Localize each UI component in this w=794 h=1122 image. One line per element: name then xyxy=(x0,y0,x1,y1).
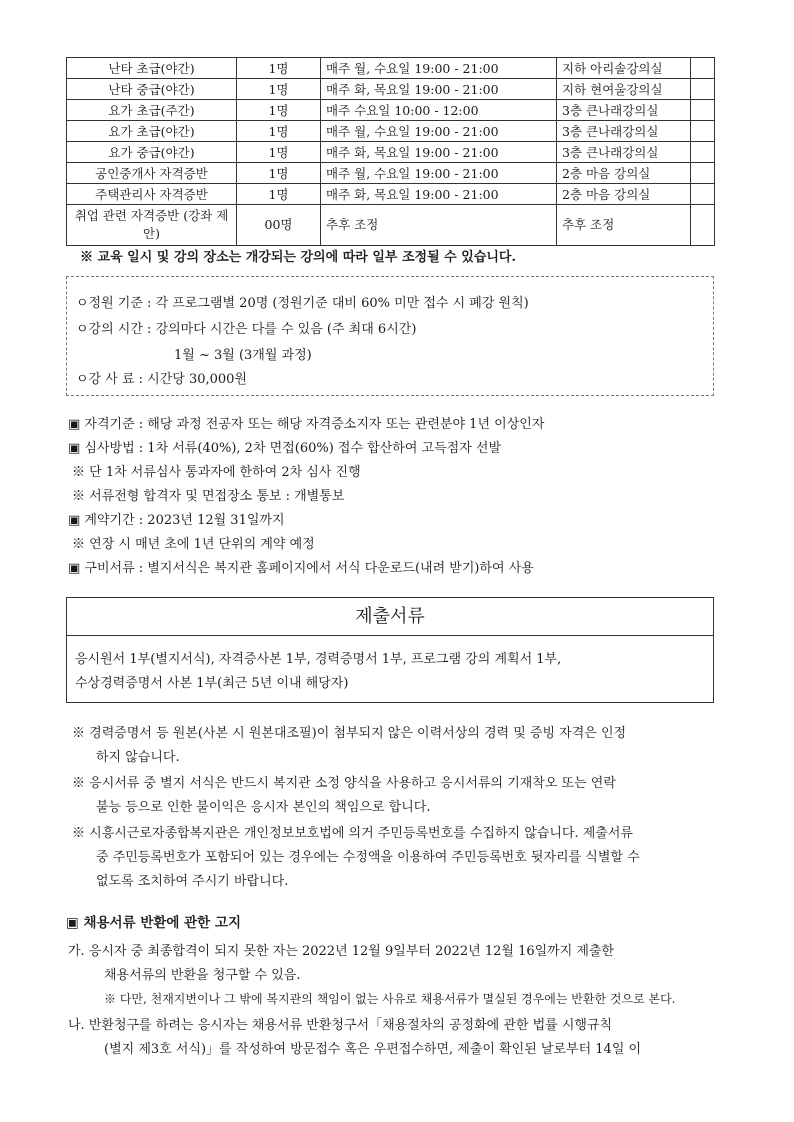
schedule-time-cell: 매주 화, 목요일 19:00 - 21:00 xyxy=(321,79,557,100)
return-heading: ▣ 채용서류 반환에 관한 고지 xyxy=(66,915,242,931)
return-line: 가. 응시자 중 최종합격이 되지 못한 자는 2022년 12월 9일부터 2022년 12월 16일까지 제출한 xyxy=(68,944,615,959)
blank-cell xyxy=(691,163,715,184)
instructor-count-cell: 1명 xyxy=(237,100,321,121)
hours-info: ㅇ강의 시간 : 강의마다 시간은 다를 수 있음 (주 최대 6시간) xyxy=(76,322,417,337)
instructor-count-cell: 1명 xyxy=(237,79,321,100)
schedule-time-cell: 매주 월, 수요일 19:00 - 21:00 xyxy=(321,163,557,184)
course-name-cell: 요가 중급(야간) xyxy=(67,142,237,163)
submission-title: 제출서류 xyxy=(67,598,713,636)
note-line: ※ 경력증명서 등 원본(사본 시 원본대조필)이 첨부되지 않은 이력서상의 경력 및 증빙 자격은 인정 xyxy=(72,726,627,741)
table-row xyxy=(67,79,715,100)
schedule-time-cell: 매주 월, 수요일 19:00 - 21:00 xyxy=(321,58,557,79)
fee-info: ㅇ강 사 료 : 시간당 30,000원 xyxy=(76,372,247,387)
room-cell: 3층 큰나래강의실 xyxy=(557,142,691,163)
instructor-count-cell: 1명 xyxy=(237,121,321,142)
blank-cell xyxy=(691,121,715,142)
period-info: 1월 ~ 3월 (3개월 과정) xyxy=(174,348,312,363)
blank-cell xyxy=(691,100,715,121)
note-line: ※ 응시서류 중 별지 서식은 반드시 복지관 소정 양식을 사용하고 응시서류의 기재착오 또는 연락 xyxy=(72,776,616,791)
schedule-table xyxy=(66,57,715,246)
course-name-cell: 주택관리사 자격증반 xyxy=(67,184,237,205)
course-name-cell: 요가 초급(야간) xyxy=(67,121,237,142)
room-cell: 지하 현여울강의실 xyxy=(557,79,691,100)
note-line: 없도록 조치하여 주시기 바랍니다. xyxy=(96,874,289,889)
room-cell: 2층 마음 강의실 xyxy=(557,184,691,205)
schedule-table-body xyxy=(67,58,715,246)
blank-cell xyxy=(691,142,715,163)
blank-cell xyxy=(691,58,715,79)
schedule-time-cell: 매주 월, 수요일 19:00 - 21:00 xyxy=(321,121,557,142)
instructor-count-cell: 1명 xyxy=(237,163,321,184)
submission-line: 수상경력증명서 사본 1부(최근 5년 이내 해당자) xyxy=(75,676,349,691)
note-line: ※ 시흥시근로자종합복지관은 개인정보보호법에 의거 주민등록번호를 수집하지 않습니다. 제출서류 xyxy=(72,826,633,841)
table-row xyxy=(67,58,715,79)
blank-cell xyxy=(691,79,715,100)
table-row xyxy=(67,163,715,184)
table-row xyxy=(67,142,715,163)
schedule-time-cell: 추후 조정 xyxy=(321,205,557,246)
table-row xyxy=(67,100,715,121)
course-name-cell: 취업 관련 자격증반 (강좌 제안) xyxy=(67,205,237,246)
submission-line: 응시원서 1부(별지서식), 자격증사본 1부, 경력증명서 1부, 프로그램 강의 계획서 1부, xyxy=(75,652,562,667)
room-cell: 2층 마음 강의실 xyxy=(557,163,691,184)
return-line: (별지 제3호 서식)」를 작성하여 방문접수 혹은 우편접수하면, 제출이 확인된 날로부터 14일 이 xyxy=(104,1042,642,1057)
condition-line: ▣ 구비서류 : 별지서식은 복지관 홈페이지에서 서식 다운로드(내려 받기)하여 사용 xyxy=(68,561,534,576)
condition-line: ※ 연장 시 매년 초에 1년 단위의 계약 예정 xyxy=(72,537,315,552)
quota-info: ㅇ정원 기준 : 각 프로그램별 20명 (정원기준 대비 60% 미만 접수 시 폐강 원칙) xyxy=(76,296,529,311)
condition-line: ▣ 자격기준 : 해당 과정 전공자 또는 해당 자격증소지자 또는 관련분야 1년 이상인자 xyxy=(68,417,545,432)
room-cell: 지하 아리솔강의실 xyxy=(557,58,691,79)
condition-line: ※ 서류전형 합격자 및 면접장소 통보 : 개별통보 xyxy=(72,489,345,504)
note-line: 하지 않습니다. xyxy=(96,750,180,765)
condition-line: ※ 단 1차 서류심사 통과자에 한하여 2차 심사 진행 xyxy=(72,465,361,480)
table-row xyxy=(67,121,715,142)
course-name-cell: 난타 중급(야간) xyxy=(67,79,237,100)
condition-line: ▣ 심사방법 : 1차 서류(40%), 2차 면접(60%) 접수 합산하여 고득점자 선발 xyxy=(68,441,502,456)
instructor-count-cell: 1명 xyxy=(237,142,321,163)
room-cell: 3층 큰나래강의실 xyxy=(557,121,691,142)
table-row xyxy=(67,205,715,246)
submission-body xyxy=(75,648,561,696)
schedule-time-cell: 매주 수요일 10:00 - 12:00 xyxy=(321,100,557,121)
condition-line: ▣ 계약기간 : 2023년 12월 31일까지 xyxy=(68,513,285,528)
submission-box xyxy=(66,597,714,703)
room-cell: 추후 조정 xyxy=(557,205,691,246)
blank-cell xyxy=(691,184,715,205)
note-line: 불능 등으로 인한 불이익은 응시자 본인의 책임으로 합니다. xyxy=(96,800,431,815)
course-name-cell: 공인중개사 자격증반 xyxy=(67,163,237,184)
schedule-note: ※ 교육 일시 및 강의 장소는 개강되는 강의에 따라 일부 조정될 수 있습니다. xyxy=(80,250,517,265)
instructor-count-cell: 1명 xyxy=(237,58,321,79)
instructor-count-cell: 1명 xyxy=(237,184,321,205)
return-line: 나. 반환청구를 하려는 응시자는 채용서류 반환청구서「채용절차의 공정화에 관한 법률 시행규칙 xyxy=(68,1018,613,1033)
schedule-time-cell: 매주 화, 목요일 19:00 - 21:00 xyxy=(321,142,557,163)
course-name-cell: 요가 초급(주간) xyxy=(67,100,237,121)
note-line: 중 주민등록번호가 포함되어 있는 경우에는 수정액을 이용하여 주민등록번호 뒷자리를 식별할 수 xyxy=(96,850,640,865)
table-row xyxy=(67,184,715,205)
room-cell: 3층 큰나래강의실 xyxy=(557,100,691,121)
blank-cell xyxy=(691,205,715,246)
return-line: 채용서류의 반환을 청구할 수 있음. xyxy=(104,968,301,983)
instructor-count-cell: 00명 xyxy=(237,205,321,246)
course-name-cell: 난타 초급(야간) xyxy=(67,58,237,79)
schedule-time-cell: 매주 화, 목요일 19:00 - 21:00 xyxy=(321,184,557,205)
return-line: ※ 다만, 천재지변이나 그 밖에 복지관의 책임이 없는 사유로 채용서류가 멸실된 경우에는 반환한 것으로 본다. xyxy=(104,992,676,1006)
